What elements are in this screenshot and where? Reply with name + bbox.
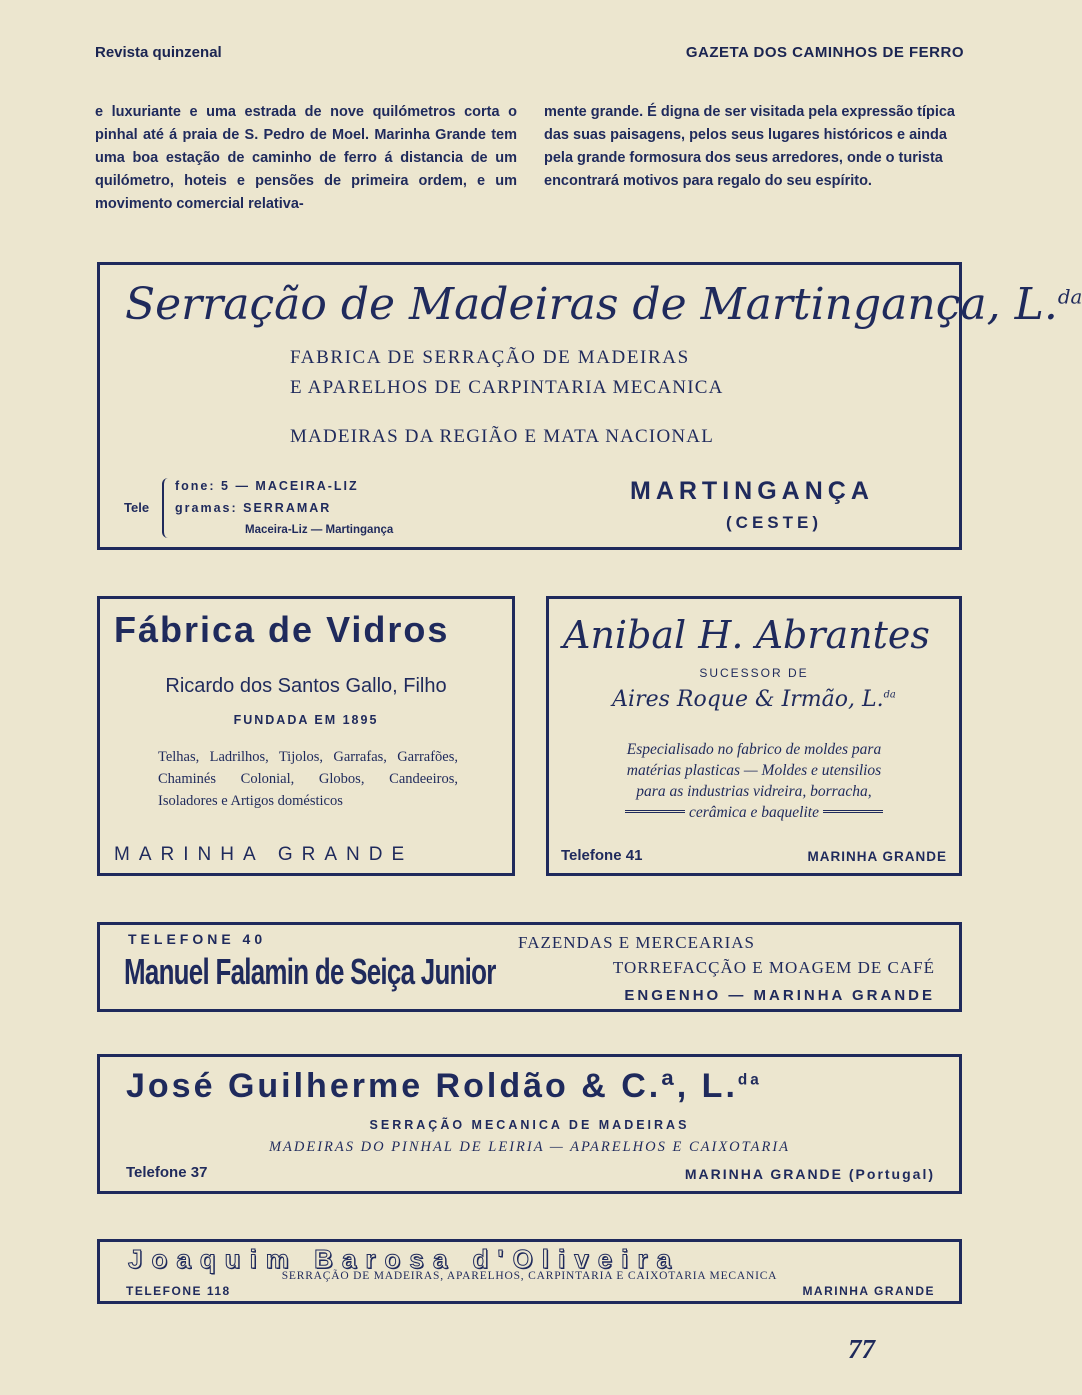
ad-anibal-abrantes-desc2: matérias plasticas — Moldes e utensilios: [626, 762, 882, 779]
ad-martinganca-tele-label: Tele: [124, 500, 150, 515]
ad-joaquim-barosa: [97, 1239, 962, 1304]
ad-anibal-abrantes-predecessor-sup: da: [883, 689, 896, 701]
ad-anibal-abrantes-predecessor-text: Aires Roque & Irmão, L.: [612, 687, 884, 712]
ad-martinganca-title-sup: da: [1057, 285, 1082, 309]
ad-manuel-falamin-phone: TELEFONE 40: [128, 931, 267, 947]
ad-joaquim-barosa-phone: TELEFONE 118: [126, 1284, 231, 1298]
header-right: GAZETA DOS CAMINHOS DE FERRO: [685, 44, 964, 61]
ad-manuel-falamin-line2: TORREFACÇÃO E MOAGEM DE CAFÉ: [612, 958, 935, 977]
ad-jose-roldao-phone: Telefone 37: [126, 1164, 208, 1181]
ad-fabrica-vidros-products: Telhas, Ladrilhos, Tijolos, Garrafas, Garrafões, Chaminés Colonial, Globos, Candeeiros, Isoladores e Artigos domésticos: [158, 749, 458, 809]
ad-martinganca-place2: (CESTE): [726, 513, 822, 532]
ad-martinganca-address: Maceira-Liz — Martingança: [245, 524, 394, 536]
ad-manuel-falamin-line3: ENGENHO — MARINHA GRANDE: [624, 987, 935, 1004]
ad-jose-roldao-title: [126, 1067, 762, 1106]
ad-joaquim-barosa-place: MARINHA GRANDE: [802, 1284, 935, 1298]
ad-anibal-abrantes-successor: SUCESSOR DE: [699, 666, 809, 680]
ad-anibal-abrantes: [546, 596, 962, 876]
ad-manuel-falamin: [97, 922, 962, 1012]
ad-anibal-abrantes-desc: [549, 739, 959, 823]
ad-joaquim-barosa-title: Joaquim Barosa d'Oliveira: [128, 1244, 680, 1274]
ad-anibal-abrantes-desc3: para as industrias vidreira, borracha,: [636, 783, 872, 800]
ad-martinganca-line2: E APARELHOS DE CARPINTARIA MECANICA: [290, 377, 724, 398]
double-rule-left: [625, 810, 685, 816]
ad-fabrica-vidros-owner: [100, 675, 512, 698]
ad-martinganca: [97, 262, 1082, 550]
ad-fabrica-vidros-owner-text: Ricardo dos Santos Gallo, Filho: [165, 675, 447, 697]
ad-martinganca-title: [125, 279, 1082, 330]
ad-anibal-abrantes-desc4: cerâmica e baquelite: [689, 804, 819, 821]
ad-fabrica-vidros-title: Fábrica de Vidros: [114, 609, 450, 650]
ad-fabrica-vidros: [97, 596, 515, 876]
ad-jose-roldao-line1: SERRAÇÃO MECANICA DE MADEIRAS: [369, 1118, 690, 1132]
ad-jose-roldao-title-sup: da: [737, 1071, 762, 1089]
ad-joaquim-barosa-line1: SERRAÇÃO DE MADEIRAS, APARELHOS, CARPINTARIA E CAIXOTARIA MECANICA: [281, 1270, 778, 1282]
ad-martinganca-place: MARTINGANÇA: [630, 477, 874, 505]
ad-anibal-abrantes-title: Anibal H. Abrantes: [563, 613, 930, 657]
ad-jose-roldao: [97, 1054, 962, 1194]
brace-icon: [162, 478, 170, 538]
ad-jose-roldao-place: MARINHA GRANDE (Portugal): [684, 1166, 935, 1182]
ad-jose-roldao-title-text: José Guilherme Roldão & C.ª, L.: [126, 1067, 738, 1105]
ad-anibal-abrantes-desc4-row: [549, 802, 959, 823]
header-left: Revista quinzenal: [95, 44, 222, 61]
ad-anibal-abrantes-predecessor: [549, 687, 959, 712]
ad-jose-roldao-line2: MADEIRAS DO PINHAL DE LEIRIA — APARELHOS E CAIXOTARIA: [268, 1139, 791, 1155]
ad-anibal-abrantes-place: MARINHA GRANDE: [807, 849, 947, 864]
ad-martinganca-gramas: gramas: SERRAMAR: [175, 501, 332, 515]
ad-anibal-abrantes-phone: Telefone 41: [561, 847, 643, 864]
ad-martinganca-line3: MADEIRAS DA REGIÃO E MATA NACIONAL: [290, 426, 715, 447]
ad-manuel-falamin-name: Manuel Falamin de Seiça Junior: [124, 951, 496, 992]
ad-martinganca-fone: fone: 5 — MACEIRA-LIZ: [175, 479, 359, 493]
ad-manuel-falamin-line1: FAZENDAS E MERCEARIAS: [518, 933, 755, 952]
ad-fabrica-vidros-founded: FUNDADA EM 1895: [233, 713, 379, 727]
double-rule-right: [823, 810, 883, 816]
ad-martinganca-title-text: Serração de Madeiras de Martingança, L.: [125, 279, 1058, 330]
ad-anibal-abrantes-desc1: Especialisado no fabrico de moldes para: [626, 741, 882, 758]
ad-fabrica-vidros-place: MARINHA GRANDE: [114, 844, 414, 865]
page-number: 77: [848, 1334, 875, 1364]
intro-column-1: e luxuriante e uma estrada de nove quilómetros corta o pinhal até á praia de S. Pedro de Moel. Marinha Grande tem uma boa estação de caminho de ferro á distancia de um quilómetro, hoteis e pensões de primeira ordem, e um movimento comercial relativa-: [95, 104, 517, 212]
intro-column-2: mente grande. É digna de ser visitada pela expressão típica das suas paisagens, pelos seus lugares históricos e ainda pela grande formosura dos seus arredores, onde o turista encontrará motivos para regalo do seu espírito.: [544, 104, 955, 189]
ad-martinganca-line1: FABRICA DE SERRAÇÃO DE MADEIRAS: [290, 347, 690, 368]
